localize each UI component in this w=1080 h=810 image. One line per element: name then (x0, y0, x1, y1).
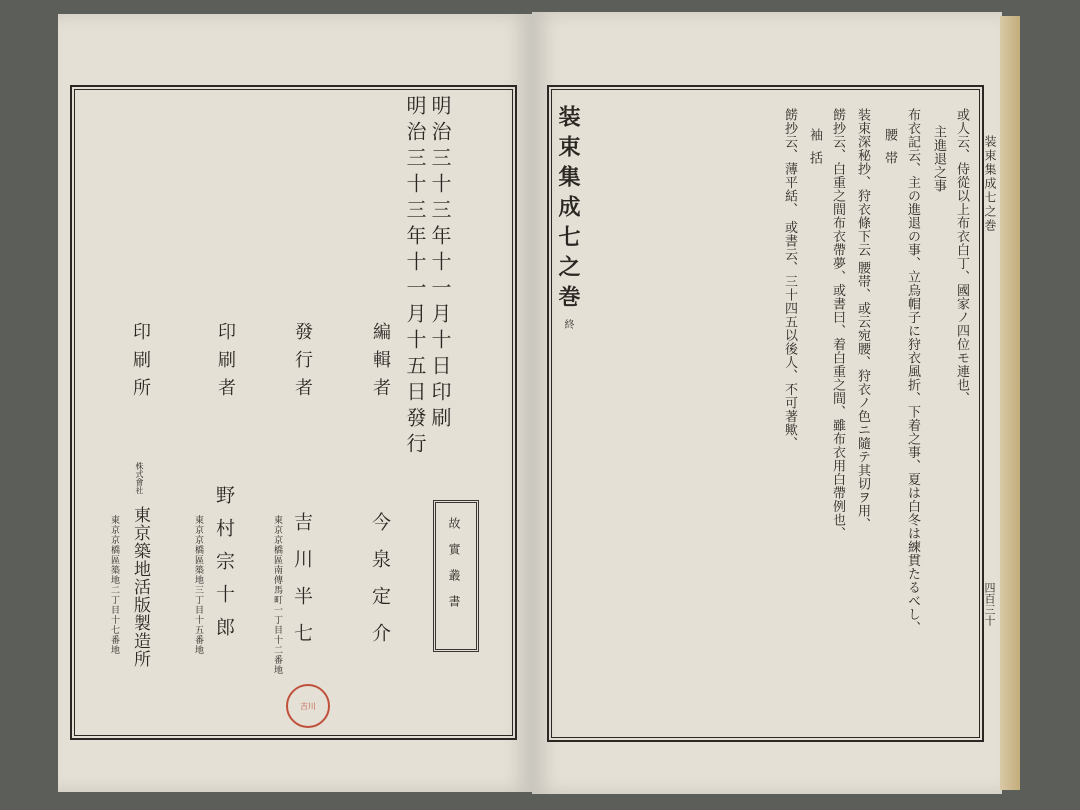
page-number: 四百三十 (983, 582, 996, 626)
page-edge (1000, 16, 1020, 790)
published-date: 明治三十三年十一月十五日發行 (403, 95, 427, 459)
text-line: 布衣記云、主の進退の事、立烏帽子に狩衣風折、下着之事、夏は白冬は練貫たるべし、 (905, 108, 920, 635)
printed-date: 明治三十三年十一月十日印刷 (428, 95, 452, 433)
section-heading: 主進退之事 (931, 125, 946, 193)
press-name: 東京築地活版製造所 (130, 506, 150, 668)
series-label-box (433, 500, 479, 652)
end-mark: 終 (562, 319, 573, 329)
publisher-name: 吉川半七 (291, 512, 313, 660)
text-line: 餝抄云、薄平絬、 或書云、三十四五以後人、不可著歟、 (782, 108, 797, 451)
text-line: 餝抄云、白重之間布衣帶夢、或書曰、着白重之間、雖布衣用白帶例也、 (830, 108, 845, 540)
publisher-label: 發行者 (292, 322, 313, 406)
text-line: 或人云、侍從以上布衣白丁、國家ノ四位モ連也、 (954, 108, 969, 405)
editor-label: 編輯者 (370, 322, 391, 406)
section-heading: 袖括 (807, 128, 822, 174)
press-label: 印刷所 (130, 322, 151, 406)
red-seal (286, 684, 330, 728)
running-header: 装束集成七之巻 (983, 135, 997, 233)
printer-label: 印刷者 (215, 322, 236, 406)
series-title: 故實叢書 (447, 517, 461, 621)
press-address: 東京京橋區築地二丁目十七番地 (109, 515, 119, 655)
seal-text: 吉川 (300, 701, 316, 711)
end-title: 装束集成七之巻 (555, 105, 581, 315)
text-line: 装束深秘抄、狩衣條下云 腰帯、或云宛腰、狩衣ノ色ニ隨テ其切ヲ用、 (855, 108, 870, 532)
printer-address: 東京京橋區築地三丁目十五番地 (193, 515, 203, 655)
printer-name: 野村宗十郎 (213, 485, 235, 650)
section-heading: 腰帯 (882, 128, 897, 174)
press-corp: 株式會社 (135, 462, 144, 494)
publisher-address: 東京京橋區南傳馬町一丁目十二番地 (272, 515, 282, 675)
editor-name: 今泉定介 (369, 512, 391, 660)
